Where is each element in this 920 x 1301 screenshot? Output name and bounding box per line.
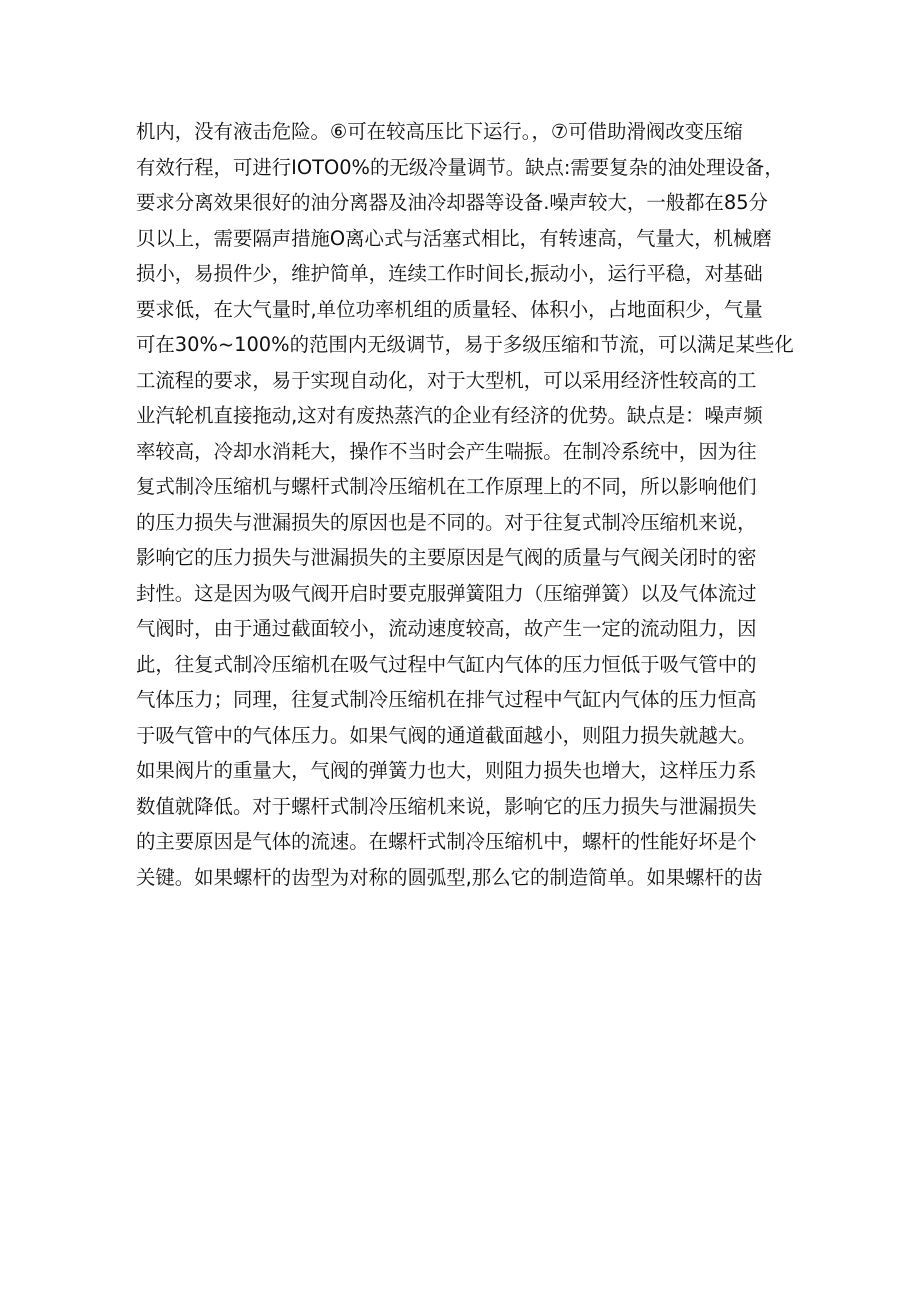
text-line: 损小，易损件少，维护简单，连续工作时间长,振动小，运行平稳，对基础 — [136, 262, 763, 285]
text-line: 于吸气管中的气体压力。如果气阀的通道截面越小，则阻力损失就越大。 — [136, 723, 757, 747]
text-line: 复式制冷压缩机与螺杆式制冷压缩机在工作原理上的不同，所以影响他们 — [136, 475, 757, 498]
text-line: 的主要原因是气体的流速。在螺杆式制冷压缩机中，螺杆的性能好坏是个 — [136, 830, 757, 853]
text-line: 工流程的要求，易于实现自动化，对于大型机，可以采用经济性较高的工 — [136, 368, 757, 392]
text-line: 率较高，冷却水消耗大，操作不当时会产生喘振。在制冷系统中，因为往 — [136, 439, 757, 463]
text-line: 气阀时，由于通过截面较小，流动速度较高，故产生一定的流动阻力，因 — [136, 617, 757, 640]
text-line: 机内，没有液击危险。⑥可在较高压比下运行。，⑦可借助滑阀改变压缩 — [136, 120, 743, 143]
text-line: 业汽轮机直接拖动,这对有废热蒸汽的企业有经济的优势。缺点是：噪声频 — [136, 404, 763, 427]
text-line: 要求分离效果很好的油分离器及油冷却器等设备.噪声较大，一般都在85分 — [136, 191, 768, 214]
text-line: 封性。这是因为吸气阀开启时要克服弹簧阻力（压缩弹簧）以及气体流过 — [136, 581, 757, 605]
text-line: 数值就降低。对于螺杆式制冷压缩机来说，影响它的压力损失与泄漏损失 — [136, 794, 757, 818]
text-line: 贝以上，需要隔声措施O离心式与活塞式相比，有转速高，气量大，机械磨 — [136, 226, 772, 250]
body-text — [136, 114, 796, 895]
text-line: 可在30%~100%的范围内无级调节，易于多级压缩和节流，可以满足某些化 — [136, 333, 794, 356]
text-line: 要求低，在大气量时,单位功率机组的质量轻、体积小，占地面积少，气量 — [136, 297, 763, 321]
text-line: 关键。如果螺杆的齿型为对称的圆弧型,那么它的制造简单。如果螺杆的齿 — [136, 865, 763, 889]
text-line: 此，往复式制冷压缩机在吸气过程中气缸内气体的压力恒低于吸气管中的 — [136, 652, 757, 676]
text-line: 如果阀片的重量大，气阀的弹簧力也大，则阻力损失也增大，这样压力系 — [136, 759, 757, 782]
text-line: 的压力损失与泄漏损失的原因也是不同的。对于往复式制冷压缩机来说， — [136, 510, 757, 534]
text-line: 气体压力；同理，往复式制冷压缩机在排气过程中气缸内气体的压力恒高 — [136, 688, 757, 711]
text-line: 影响它的压力损失与泄漏损失的主要原因是气阀的质量与气阀关闭时的密 — [136, 546, 757, 569]
text-line: 有效行程，可进行IOTO0%的无级冷量调节。缺点:需要复杂的油处理设备， — [136, 155, 784, 179]
